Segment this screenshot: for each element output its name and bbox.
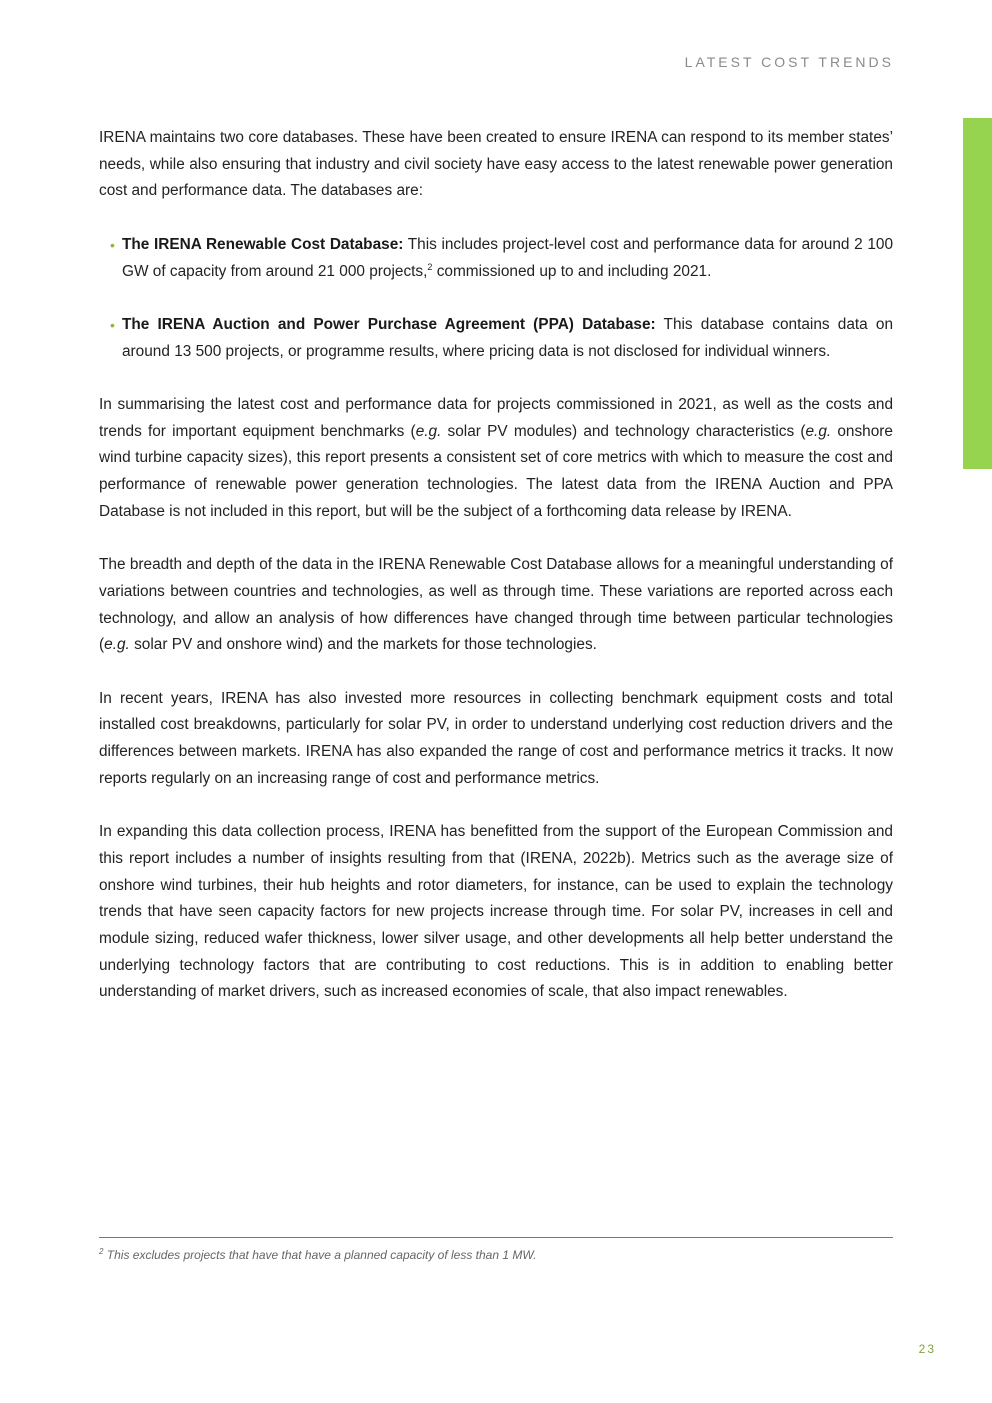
bullet-title: The IRENA Auction and Power Purchase Agreement (PPA) Database: xyxy=(122,315,656,333)
bullet-icon: • xyxy=(110,316,115,333)
database-list xyxy=(99,232,893,366)
text-run: onshore wind turbine capacity sizes), this report presents a consistent set of core metrics with which to measure the cost and performance of renewable power generation technologies. The latest data from the IRENA Auction and PPA Database is not included in this report, but will be the subject of a forthcoming data release by IRENA. xyxy=(99,422,893,520)
footnote-divider xyxy=(99,1237,893,1238)
footnote-number: 2 xyxy=(99,1247,104,1256)
section-color-tab xyxy=(963,118,992,469)
text-run-italic: e.g. xyxy=(104,636,130,654)
summary-paragraph xyxy=(99,392,893,526)
running-header: LATEST COST TRENDS xyxy=(684,54,894,70)
bullet-icon: • xyxy=(110,236,115,253)
recent-years-paragraph: In recent years, IRENA has also invested more resources in collecting benchmark equipment costs and total installed cost breakdowns, particularly for solar PV, in order to understand underlying cost reduction drivers and the differences between markets. IRENA has also expanded the range of cost and performance metrics it tracks. It now reports regularly on an increasing range of cost and performance metrics. xyxy=(99,689,893,787)
page-number: 23 xyxy=(918,1342,936,1356)
text-run: The breadth and depth of the data in the IRENA Renewable Cost Database allows for a meaningful understanding of variations between countries and technologies, as well as through time. These variations are reported across each technology, and allow an analysis of how differences have changed through time between particular technologies ( xyxy=(99,556,893,654)
intro-paragraph: IRENA maintains two core databases. These have been created to ensure IRENA can respond to its member states’ needs, while also ensuring that industry and civil society have easy access to the latest renewable power generation cost and performance data. The databases are: xyxy=(99,129,893,200)
text-run-italic: e.g. xyxy=(415,422,442,440)
breadth-paragraph xyxy=(99,552,893,659)
bullet-text: This database contains data on around 13 500 projects, or programme results, where pricing data is not disclosed for individual winners. xyxy=(122,315,894,360)
expanding-paragraph: In expanding this data collection process, IRENA has benefitted from the support of the European Commission and this report includes a number of insights resulting from that (IRENA, 2022b). Metrics such as the average size of onshore wind turbines, their hub heights and rotor diameters, for instance, can be used to explain the technology trends that have seen capacity factors for new projects increase through time. For solar PV, increases in cell and module sizing, reduced wafer thickness, lower silver usage, and other developments all help better understand the underlying technology factors that are contributing to cost reductions. This is in addition to enabling better understanding of market drivers, such as increased economies of scale, that also impact renewables. xyxy=(99,823,893,1001)
footnote-ref: 2 xyxy=(427,261,433,272)
bullet-title: The IRENA Renewable Cost Database: xyxy=(122,235,404,253)
list-item xyxy=(99,232,893,285)
footnote xyxy=(99,1248,893,1262)
bullet-text: This includes project-level cost and performance data for around 2 100 GW of capacity from around 21 000 projects, xyxy=(122,235,893,280)
body-text xyxy=(99,125,893,1033)
bullet-text-cont: commissioned up to and including 2021. xyxy=(432,262,712,280)
text-run: In summarising the latest cost and performance data for projects commissioned in 2021, as well as the costs and trends for important equipment benchmarks ( xyxy=(99,395,893,440)
text-run: solar PV and onshore wind) and the markets for those technologies. xyxy=(129,636,597,654)
footnote-text: This excludes projects that have that have a planned capacity of less than 1 MW. xyxy=(103,1248,537,1262)
text-run-italic: e.g. xyxy=(805,422,832,440)
list-item xyxy=(99,312,893,365)
text-run: solar PV modules) and technology characteristics ( xyxy=(441,422,806,440)
